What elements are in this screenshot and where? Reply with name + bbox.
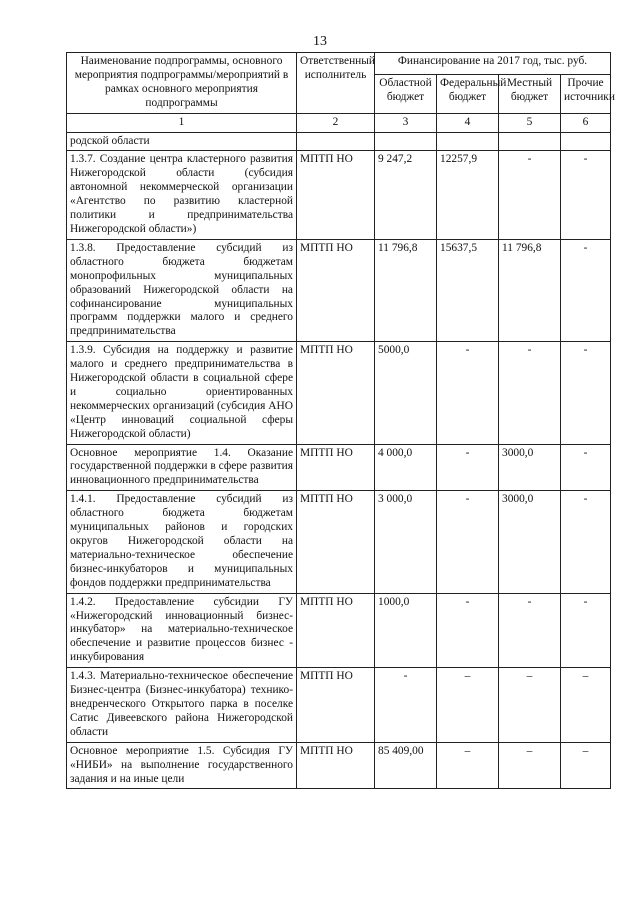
table-row bbox=[67, 151, 611, 239]
row-name: 1.3.9. Субсидия на поддержку и развитие малого и среднего предпринимательства в Нижегородской области в социальной сфере и социально ориентированных некоммерческих организаций (субсидия АНО «Центр инноваций социальной сферы Нижегородской области) bbox=[67, 342, 297, 444]
header-local: Местный бюджет bbox=[499, 75, 561, 113]
row-regional: 9 247,2 bbox=[375, 151, 437, 239]
header-executor: Ответственный исполнитель bbox=[297, 53, 375, 114]
row-executor: МПТП НО bbox=[297, 444, 375, 491]
header-financing: Финансирование на 2017 год, тыс. руб. bbox=[375, 53, 611, 75]
index-cell: 2 bbox=[297, 113, 375, 132]
row-local: – bbox=[499, 668, 561, 743]
row-regional bbox=[375, 132, 437, 151]
row-name: 1.3.7. Создание центра кластерного развития Нижегородской области (субсидия автономной некоммерческой организации «Агентство по развитию кластерной политики и предпринимательства Нижегородской области») bbox=[67, 151, 297, 239]
financing-table bbox=[66, 52, 615, 789]
row-federal: - bbox=[437, 444, 499, 491]
header-row bbox=[67, 53, 611, 75]
row-executor: МПТП НО bbox=[297, 668, 375, 743]
row-local: - bbox=[499, 593, 561, 668]
row-local bbox=[499, 132, 561, 151]
row-local: 3000,0 bbox=[499, 444, 561, 491]
row-federal bbox=[437, 132, 499, 151]
index-cell: 1 bbox=[67, 113, 297, 132]
row-name: родской области bbox=[67, 132, 297, 151]
row-regional: 85 409,00 bbox=[375, 742, 437, 789]
row-regional: 1000,0 bbox=[375, 593, 437, 668]
row-other: - bbox=[561, 491, 611, 593]
row-name: Основное мероприятие 1.5. Субсидия ГУ «НИБИ» на выполнение государственного задания и на иные цели bbox=[67, 742, 297, 789]
row-name: 1.4.3. Материально-техническое обеспечение Бизнес-центра (Бизнес-инкубатора) технико-внедренческого Открытого парка в поселке Сатис Дивеевского района Нижегородской области bbox=[67, 668, 297, 743]
row-other: - bbox=[561, 593, 611, 668]
row-local: - bbox=[499, 342, 561, 444]
table-row bbox=[67, 491, 611, 593]
row-local: – bbox=[499, 742, 561, 789]
row-other: – bbox=[561, 668, 611, 743]
row-federal: - bbox=[437, 342, 499, 444]
row-executor: МПТП НО bbox=[297, 491, 375, 593]
row-name: 1.4.1. Предоставление субсидий из областного бюджета бюджетам муниципальных районов и городских округов Нижегородской области на материально-техническое обеспечение бизнес-инкубаторов и муниципальных фондов поддержки предпринимательства bbox=[67, 491, 297, 593]
table-row bbox=[67, 132, 611, 151]
row-executor: МПТП НО bbox=[297, 342, 375, 444]
index-cell: 5 bbox=[499, 113, 561, 132]
index-cell: 4 bbox=[437, 113, 499, 132]
header-regional: Областной бюджет bbox=[375, 75, 437, 113]
header-federal: Федеральный бюджет bbox=[437, 75, 499, 113]
row-other: – bbox=[561, 742, 611, 789]
row-local: - bbox=[499, 151, 561, 239]
page-number: 13 bbox=[313, 34, 327, 49]
row-federal: - bbox=[437, 491, 499, 593]
table-row bbox=[67, 742, 611, 789]
table-row bbox=[67, 239, 611, 341]
index-cell: 3 bbox=[375, 113, 437, 132]
row-regional: - bbox=[375, 668, 437, 743]
row-other: - bbox=[561, 151, 611, 239]
row-other bbox=[561, 132, 611, 151]
row-local: 3000,0 bbox=[499, 491, 561, 593]
index-cell: 6 bbox=[561, 113, 611, 132]
row-regional: 5000,0 bbox=[375, 342, 437, 444]
row-federal: 12257,9 bbox=[437, 151, 499, 239]
row-executor: МПТП НО bbox=[297, 239, 375, 341]
row-regional: 11 796,8 bbox=[375, 239, 437, 341]
row-other: - bbox=[561, 444, 611, 491]
row-name: 1.3.8. Предоставление субсидий из областного бюджета бюджетам монопрофильных муниципальных образований Нижегородской области на софинансирование муниципальных программ поддержки малого и среднего предпринимательства bbox=[67, 239, 297, 341]
row-executor: МПТП НО bbox=[297, 151, 375, 239]
row-executor bbox=[297, 132, 375, 151]
row-executor: МПТП НО bbox=[297, 593, 375, 668]
row-federal: – bbox=[437, 668, 499, 743]
row-regional: 3 000,0 bbox=[375, 491, 437, 593]
index-row bbox=[67, 113, 611, 132]
row-federal: - bbox=[437, 593, 499, 668]
table-row bbox=[67, 444, 611, 491]
row-name: Основное мероприятие 1.4. Оказание государственной поддержки в сфере развития инновационного предпринимательства bbox=[67, 444, 297, 491]
row-regional: 4 000,0 bbox=[375, 444, 437, 491]
row-other: - bbox=[561, 239, 611, 341]
table-row bbox=[67, 668, 611, 743]
row-local: 11 796,8 bbox=[499, 239, 561, 341]
table-row bbox=[67, 593, 611, 668]
row-name: 1.4.2. Предоставление субсидии ГУ «Нижегородский инновационный бизнес-инкубатор» на материально-техническое обеспечение и развитие процессов бизнес - инкубирования bbox=[67, 593, 297, 668]
table-row bbox=[67, 342, 611, 444]
row-executor: МПТП НО bbox=[297, 742, 375, 789]
row-federal: – bbox=[437, 742, 499, 789]
header-other: Прочие источники bbox=[561, 75, 611, 113]
header-name: Наименование подпрограммы, основного мероприятия подпрограммы/мероприятий в рамках основного мероприятия подпрограммы bbox=[67, 53, 297, 114]
row-federal: 15637,5 bbox=[437, 239, 499, 341]
row-other: - bbox=[561, 342, 611, 444]
